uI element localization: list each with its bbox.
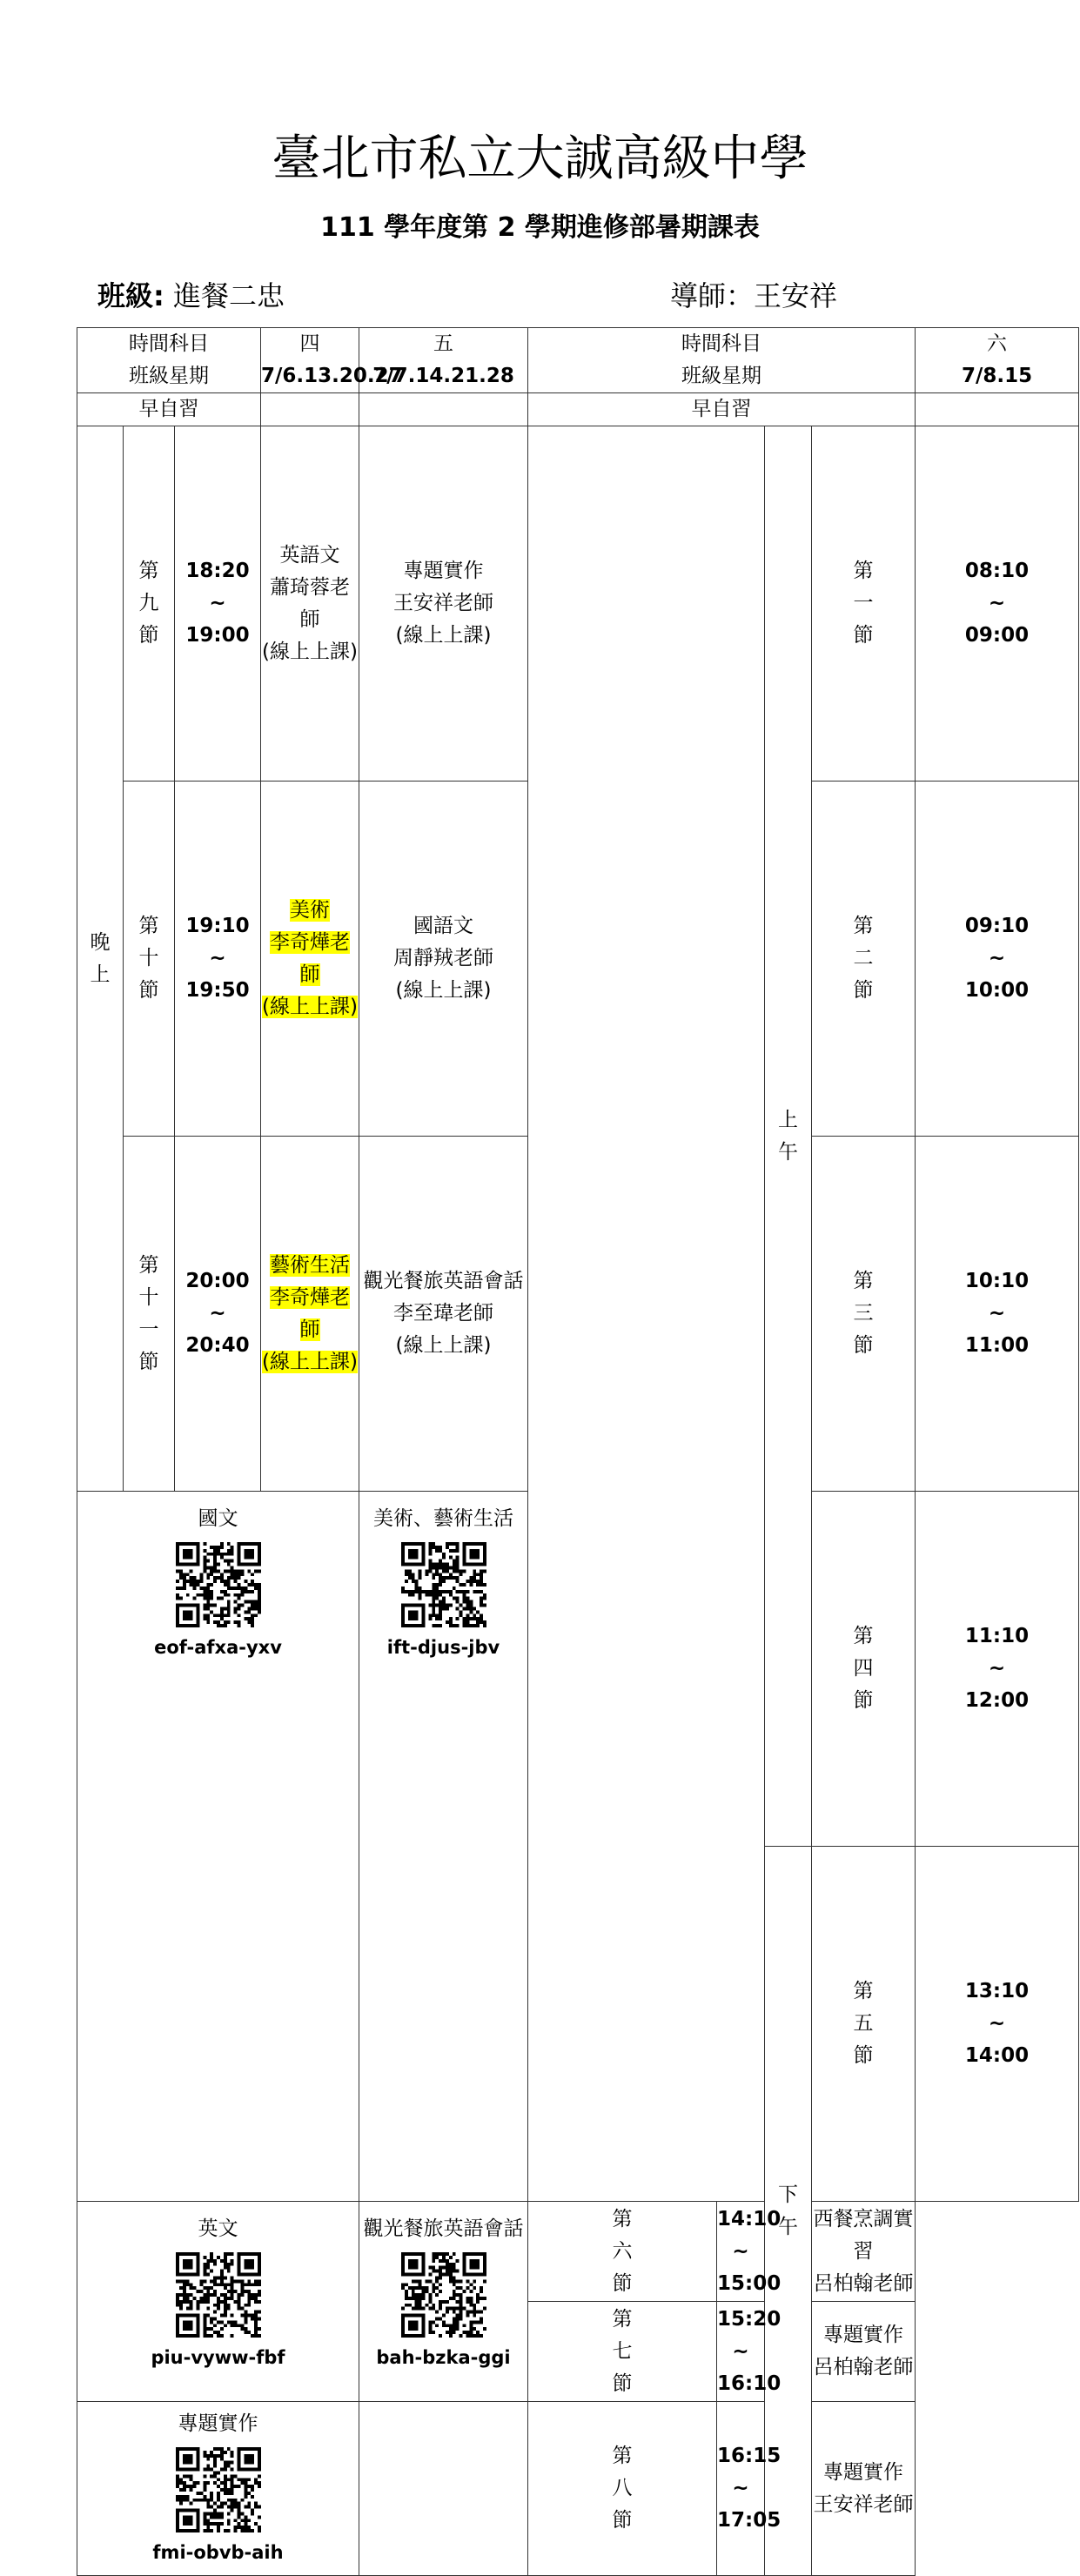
table-row xyxy=(77,426,1079,782)
period-name: 第二節 xyxy=(812,782,916,1137)
header-thursday: 四 7/6.13.20.27 xyxy=(261,328,359,393)
meet-link-code: piu-vyww-fbf xyxy=(151,2347,285,2368)
meet-link-title: 美術、藝術生活 xyxy=(373,1507,513,1530)
meet-link-card xyxy=(77,1492,359,2202)
sat-class-cell: 西餐烹調實習 呂柏翰老師 xyxy=(812,2202,916,2302)
period-name: 第七節 xyxy=(528,2302,717,2402)
period-time: 10:10 ~ 11:00 xyxy=(916,1137,1079,1492)
header-row xyxy=(77,328,1079,393)
morning-label: 上午 xyxy=(765,426,812,1847)
afternoon-label: 下午 xyxy=(765,1847,812,2576)
period-name: 第十一節 xyxy=(124,1137,175,1492)
meet-link-title: 國文 xyxy=(198,1507,238,1530)
meet-link-card xyxy=(77,2402,359,2576)
empty-cell xyxy=(359,2402,528,2576)
morning-study-label: 早自習 xyxy=(77,393,261,426)
header-time-subject: 時間科目 班級星期 xyxy=(77,328,261,393)
meet-top-spacer xyxy=(528,426,765,2202)
fri-class-cell: 觀光餐旅英語會話 李至瑋老師 (線上上課) xyxy=(359,1137,528,1492)
qr-code-icon xyxy=(401,2252,486,2338)
sat-class-cell: 專題實作 呂柏翰老師 xyxy=(812,2302,916,2402)
class-info xyxy=(97,277,285,315)
morning-study-label-2: 早自習 xyxy=(528,393,916,426)
morning-study-thu xyxy=(261,393,359,426)
period-name: 第三節 xyxy=(812,1137,916,1492)
meet-link-title: 英文 xyxy=(198,2217,238,2240)
fri-class-cell: 國語文 周靜羢老師 (線上上課) xyxy=(359,782,528,1137)
header-saturday: 六 7/8.15 xyxy=(916,328,1079,393)
meet-link-card xyxy=(77,2202,359,2402)
table-row xyxy=(77,2402,1079,2576)
period-name: 第八節 xyxy=(528,2402,717,2576)
thu-class-cell: 藝術生活 李奇燁老師 (線上上課) xyxy=(261,1137,359,1492)
table-row xyxy=(77,2202,1079,2302)
qr-code-icon xyxy=(176,2447,261,2532)
morning-study-sat xyxy=(916,393,1079,426)
period-time: 15:20 ~ 16:10 xyxy=(717,2302,765,2402)
period-time: 11:10 ~ 12:00 xyxy=(916,1492,1079,1847)
morning-study-fri xyxy=(359,393,528,426)
class-label: 班級: xyxy=(97,279,164,312)
meet-link-card xyxy=(359,2202,528,2402)
period-time: 14:10 ~ 15:00 xyxy=(717,2202,765,2302)
morning-study-row xyxy=(77,393,1079,426)
schedule-subtitle: 111 學年度第 2 學期進修部暑期課表 xyxy=(320,212,760,243)
period-name: 第四節 xyxy=(812,1492,916,1847)
meet-link-title: 專題實作 xyxy=(178,2412,258,2435)
class-name: 進餐二忠 xyxy=(172,279,285,312)
thu-class-cell: 美術 李奇燁老師 (線上上課) xyxy=(261,782,359,1137)
tutor-name: 王安祥 xyxy=(754,279,838,312)
meet-link-code: bah-bzka-ggi xyxy=(376,2347,511,2368)
qr-code-icon xyxy=(401,1542,486,1627)
schedule-table xyxy=(77,327,1079,2576)
thu-class-cell: 英語文 蕭琦蓉老師 (線上上課) xyxy=(261,426,359,782)
meet-link-code: fmi-obvb-aih xyxy=(152,2542,284,2563)
sat-class-cell: 專題實作 王安祥老師 xyxy=(812,2402,916,2576)
evening-label: 晚上 xyxy=(77,426,124,1492)
header-friday: 五 7/7.14.21.28 xyxy=(359,328,528,393)
period-name: 第六節 xyxy=(528,2202,717,2302)
period-time: 08:10 ~ 09:00 xyxy=(916,426,1079,782)
period-name: 第一節 xyxy=(812,426,916,782)
period-time: 19:10 ~ 19:50 xyxy=(175,782,261,1137)
header-time-subject-2: 時間科目 班級星期 xyxy=(528,328,916,393)
meet-link-card xyxy=(359,1492,528,2202)
period-time: 09:10 ~ 10:00 xyxy=(916,782,1079,1137)
period-name: 第九節 xyxy=(124,426,175,782)
meet-link-code: eof-afxa-yxv xyxy=(154,1637,282,1658)
period-time: 16:15 ~ 17:05 xyxy=(717,2402,765,2576)
school-title: 臺北市私立大誠高級中學 xyxy=(272,131,808,187)
period-time: 13:10 ~ 14:00 xyxy=(916,1847,1079,2202)
meet-link-title: 觀光餐旅英語會話 xyxy=(363,2217,524,2240)
meet-link-code: ift-djus-jbv xyxy=(386,1637,500,1658)
period-time: 20:00 ~ 20:40 xyxy=(175,1137,261,1492)
period-time: 18:20 ~ 19:00 xyxy=(175,426,261,782)
qr-code-icon xyxy=(176,1542,261,1627)
qr-code-icon xyxy=(176,2252,261,2338)
tutor-info xyxy=(670,277,837,315)
period-name: 第十節 xyxy=(124,782,175,1137)
fri-class-cell: 專題實作 王安祥老師 (線上上課) xyxy=(359,426,528,782)
period-name: 第五節 xyxy=(812,1847,916,2202)
tutor-label: 導師： xyxy=(670,279,755,312)
